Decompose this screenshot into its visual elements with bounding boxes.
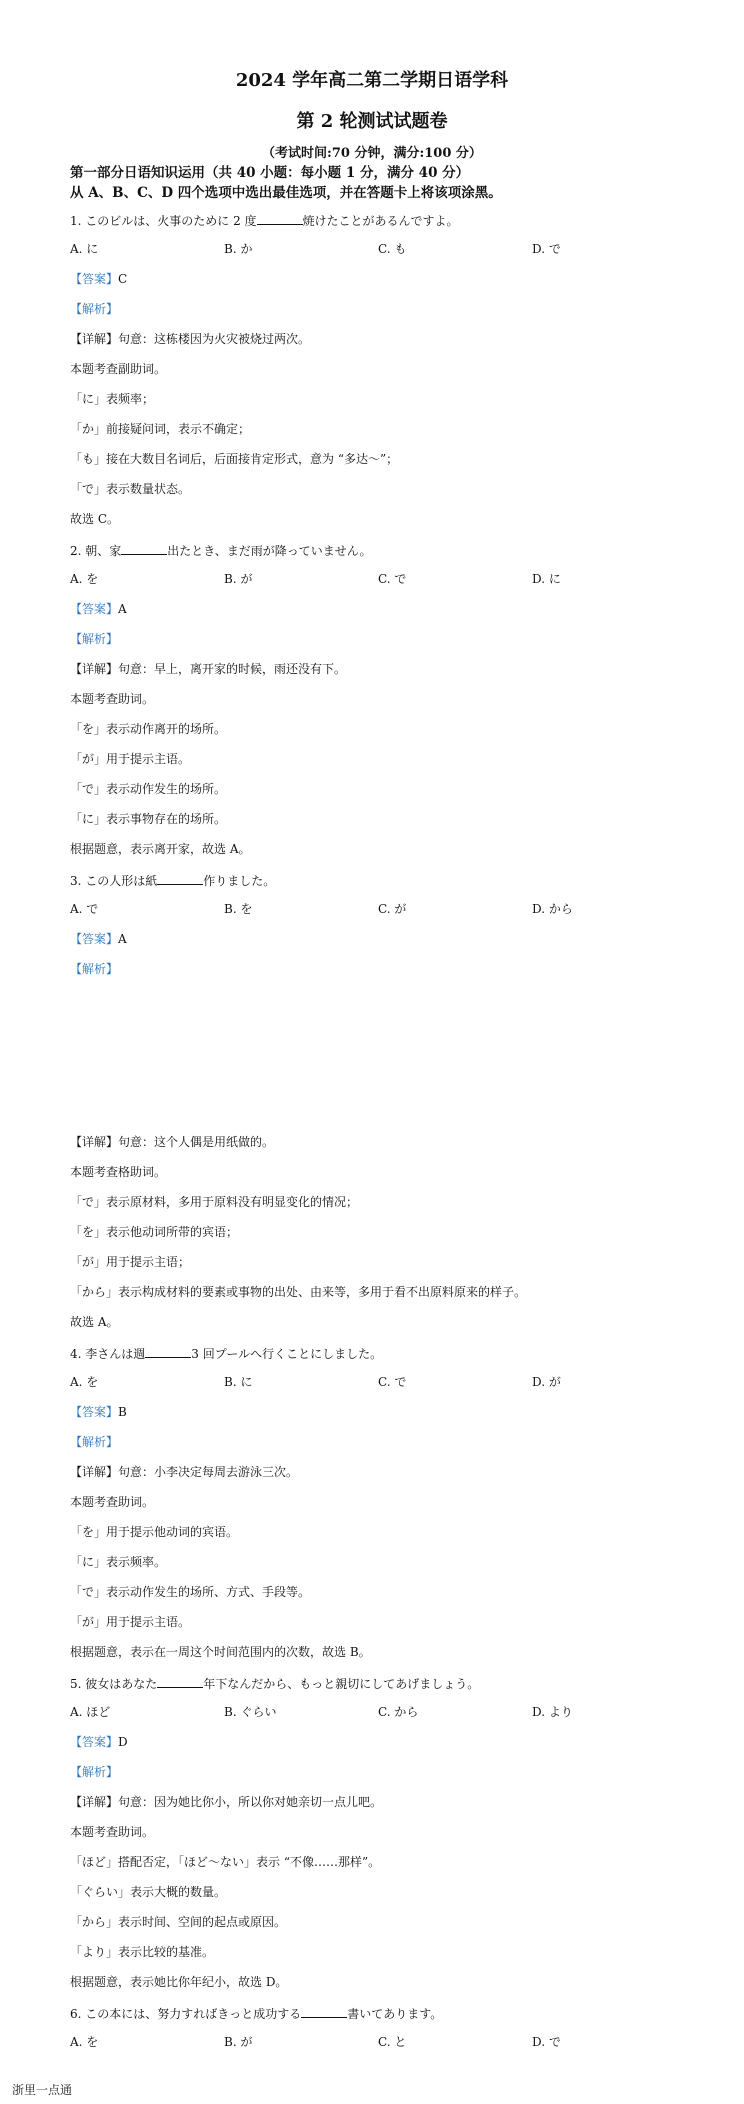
explanation-line: 「が」用于提示主语。 [70, 1615, 191, 1629]
answer-line [70, 602, 127, 616]
option-b: B. に [224, 1375, 253, 1389]
explanation-line: 「を」表示动作离开的场所。 [70, 722, 227, 736]
explanation-line: 「から」表示时间、空间的起点或原因。 [70, 1915, 287, 1929]
option-d: D. が [532, 1375, 561, 1389]
option-d: D. で [532, 242, 561, 256]
explanation-line: 本题考查助词。 [70, 692, 155, 706]
answer-tag: 【答案】 [70, 272, 119, 286]
explanation-line: 「から」表示构成材料的要素或事物的出处、由来等，多用于看不出原料原来的样子。 [70, 1285, 527, 1299]
detail-line: 【详解】句意：这栋楼因为火灾被烧过两次。 [70, 332, 311, 346]
exam-info: （考试时间:70 分钟，满分:100 分） [262, 146, 482, 161]
option-a: A. を [70, 572, 99, 586]
explanation-line: 故选 A。 [70, 1315, 119, 1329]
option-b: B. を [224, 902, 253, 916]
answer-blank [145, 1345, 191, 1358]
answer-tag: 【答案】 [70, 602, 119, 616]
analysis-tag: 【解析】 [70, 1765, 119, 1779]
option-a: A. で [70, 902, 99, 916]
explanation-line: 根据题意，表示离开家，故选 A。 [70, 842, 251, 856]
detail-tag: 【详解】 [70, 1465, 119, 1479]
option-a: A. を [70, 2035, 99, 2049]
explanation-line: 「が」用于提示主语。 [70, 752, 191, 766]
explanation-line: 「を」表示他动词所带的宾语； [70, 1225, 239, 1239]
question-stem: 1. このビルは、火事のために 2 度 焼けたことがあるんですよ。 [70, 214, 459, 228]
explanation-line: 「ほど」搭配否定，「ほど～ない」表示 “不像……那样”。 [70, 1855, 381, 1869]
explanation-line: 「も」接在大数目名词后，后面接肯定形式，意为 “多达～”； [70, 452, 399, 466]
answer-tag: 【答案】 [70, 1735, 119, 1749]
answer-line [70, 272, 127, 286]
detail-tag: 【详解】 [70, 1795, 119, 1809]
option-d: D. より [532, 1705, 573, 1719]
footer-source: 浙里一点通 [12, 2083, 73, 2097]
answer-blank [257, 212, 303, 225]
detail-line: 【详解】句意：早上，离开家的时候，雨还没有下。 [70, 662, 347, 676]
explanation-line: 根据题意，表示在一周这个时间范围内的次数，故选 B。 [70, 1645, 371, 1659]
explanation-line: 「で」表示原材料，多用于原料没有明显变化的情况； [70, 1195, 359, 1209]
option-c: C. と [378, 2035, 407, 2049]
explanation-line: 「で」表示动作发生的场所。 [70, 782, 227, 796]
option-a: A. に [70, 242, 99, 256]
detail-line: 【详解】句意：小李决定每周去游泳三次。 [70, 1465, 299, 1479]
option-b: B. か [224, 242, 253, 256]
detail-tag: 【详解】 [70, 332, 119, 346]
explanation-line: 根据题意，表示她比你年纪小，故选 D。 [70, 1975, 288, 1989]
explanation-line: 「を」用于提示他动词的宾语。 [70, 1525, 239, 1539]
explanation-line: 「に」表示事物存在的场所。 [70, 812, 227, 826]
option-c: C. から [378, 1705, 419, 1719]
answer-value: C [118, 272, 128, 286]
question-stem: 2. 朝、家 出たとき、まだ雨が降っていません。 [70, 544, 372, 558]
explanation-line: 本题考查格助词。 [70, 1165, 167, 1179]
explanation-line: 「ぐらい」表示大概的数量。 [70, 1885, 227, 1899]
option-c: C. も [378, 242, 407, 256]
answer-blank [301, 2005, 347, 2018]
explanation-line: 「より」表示比较的基准。 [70, 1945, 215, 1959]
analysis-tag: 【解析】 [70, 302, 119, 316]
option-c: C. で [378, 1375, 407, 1389]
option-d: D. に [532, 572, 561, 586]
answer-value: A [118, 932, 127, 946]
option-c: C. で [378, 572, 407, 586]
explanation-line: 「に」表示频率。 [70, 1555, 167, 1569]
answer-line [70, 932, 127, 946]
explanation-line: 「で」表示动作发生的场所、方式、手段等。 [70, 1585, 311, 1599]
exam-title: 2024 学年高二第二学期日语学科 [235, 70, 509, 91]
question-stem: 6. この本には、努力すればきっと成功する 書いてあります。 [70, 2007, 443, 2021]
answer-line [70, 1405, 127, 1419]
option-a: A. ほど [70, 1705, 111, 1719]
question-stem: 5. 彼女はあなた 年下なんだから、もっと親切にしてあげましょう。 [70, 1677, 480, 1691]
answer-value: B [118, 1405, 127, 1419]
option-b: B. が [224, 2035, 253, 2049]
option-b: B. ぐらい [224, 1705, 277, 1719]
option-d: D. から [532, 902, 573, 916]
analysis-tag: 【解析】 [70, 1435, 119, 1449]
answer-tag: 【答案】 [70, 1405, 119, 1419]
explanation-line: 「が」用于提示主语； [70, 1255, 191, 1269]
answer-value: A [118, 602, 127, 616]
detail-line: 【详解】句意：因为她比你小，所以你对她亲切一点儿吧。 [70, 1795, 383, 1809]
option-b: B. が [224, 572, 253, 586]
explanation-line: 「で」表示数量状态。 [70, 482, 191, 496]
analysis-tag: 【解析】 [70, 632, 119, 646]
question-stem: 3. この人形は紙 作りました。 [70, 874, 276, 888]
explanation-line: 本题考查助词。 [70, 1825, 155, 1839]
answer-blank [121, 542, 167, 555]
explanation-line: 本题考查副助词。 [70, 362, 167, 376]
answer-value: D [118, 1735, 128, 1749]
detail-tag: 【详解】 [70, 1135, 119, 1149]
explanation-line: 「に」表频率； [70, 392, 155, 406]
option-a: A. を [70, 1375, 99, 1389]
section-instruction: 从 A、B、C、D 四个选项中选出最佳选项，并在答题卡上将该项涂黑。 [70, 185, 502, 201]
option-d: D. で [532, 2035, 561, 2049]
detail-tag: 【详解】 [70, 662, 119, 676]
answer-tag: 【答案】 [70, 932, 119, 946]
detail-line: 【详解】句意：这个人偶是用纸做的。 [70, 1135, 275, 1149]
explanation-line: 「か」前接疑问词，表示不确定； [70, 422, 251, 436]
answer-blank [157, 872, 203, 885]
explanation-line: 故选 C。 [70, 512, 119, 526]
answer-line [70, 1735, 128, 1749]
section-heading: 第一部分日语知识运用（共 40 小题：每小题 1 分，满分 40 分） [70, 165, 470, 181]
answer-blank [157, 1675, 203, 1688]
option-c: C. が [378, 902, 407, 916]
question-stem: 4. 李さんは週 3 回プールへ行くことにしました。 [70, 1347, 383, 1361]
exam-subtitle: 第 2 轮测试试题卷 [296, 111, 448, 132]
explanation-line: 本题考查助词。 [70, 1495, 155, 1509]
analysis-tag: 【解析】 [70, 962, 119, 976]
